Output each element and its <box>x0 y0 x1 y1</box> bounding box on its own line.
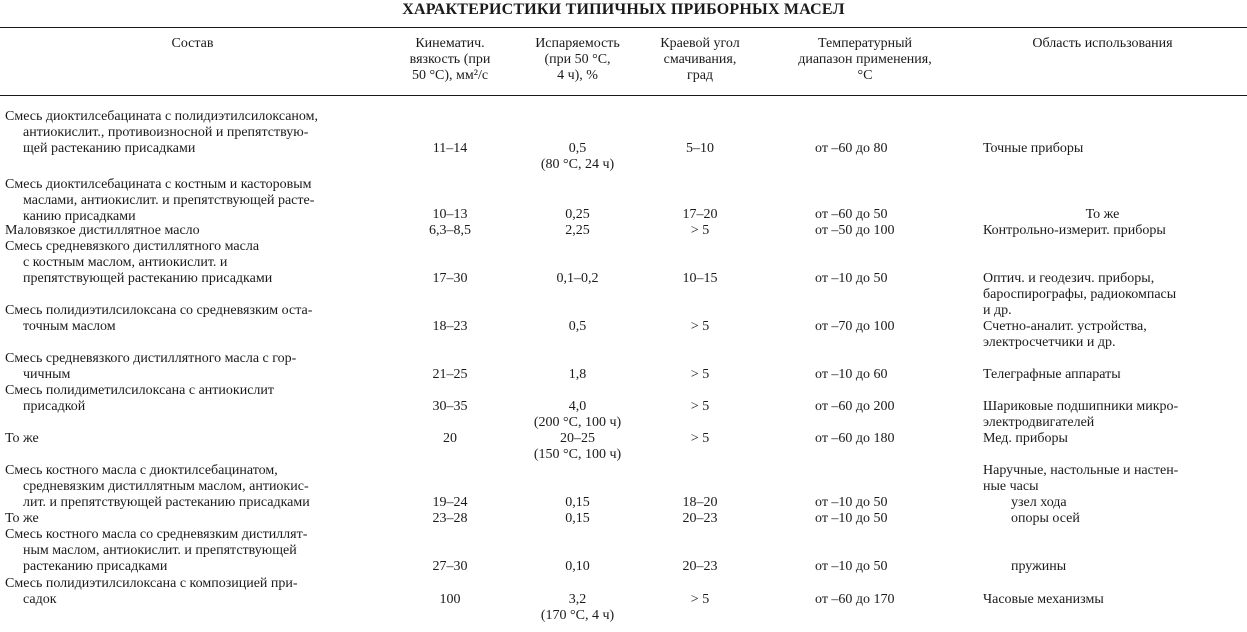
table-row-application-area: пружины <box>1011 559 1067 574</box>
table-row-wetting-angle: 20–23 <box>682 511 718 526</box>
table-row-evaporation: 1,8 <box>568 367 587 382</box>
table-title: ХАРАКТЕРИСТИКИ ТИПИЧНЫХ ПРИБОРНЫХ МАСЕЛ <box>402 1 845 18</box>
table-row-wetting-angle: > 5 <box>690 367 710 382</box>
table-row-evaporation: 0,5 <box>568 319 587 334</box>
table-row-viscosity: 18–23 <box>432 319 468 334</box>
table-row-wetting-angle: > 5 <box>690 399 710 414</box>
table-row-wetting-angle: 20–23 <box>682 559 718 574</box>
table-row-wetting-angle: > 5 <box>690 223 710 238</box>
column-header-temperature-range: Температурный диапазон применения, °С <box>798 36 932 83</box>
table-row-viscosity: 20 <box>443 431 457 446</box>
table-row-temperature-range: от –10 до 60 <box>815 367 888 382</box>
table-row-temperature-range: от –60 до 200 <box>815 399 895 414</box>
table-row-viscosity: 17–30 <box>432 271 468 286</box>
table-row-wetting-angle: 10–15 <box>682 271 718 286</box>
table-row-wetting-angle: 5–10 <box>686 141 714 156</box>
table-row-temperature-range: от –60 до 50 <box>815 207 888 222</box>
table-row-temperature-range: от –10 до 50 <box>815 511 888 526</box>
table-row-application-area: Наручные, настольные и настен- ные часы узел хода <box>983 463 1179 510</box>
table-row-evaporation: 0,15 <box>565 495 590 510</box>
table-row-temperature-range: от –50 до 100 <box>815 223 895 238</box>
table-row-wetting-angle: > 5 <box>690 431 710 446</box>
table-row-viscosity: 6,3–8,5 <box>429 223 471 238</box>
table-row-evaporation: 20–25 (150 °С, 100 ч) <box>533 431 622 462</box>
column-header-wetting-angle: Краевой угол смачивания, град <box>660 36 740 83</box>
table-row-composition: Смесь диоктилсебацината с костным и касторовым маслами, антиокислит. и препятствующей расте- канию присадками <box>5 177 315 224</box>
table-row-temperature-range: от –10 до 50 <box>815 271 888 286</box>
table-row-wetting-angle: > 5 <box>690 319 710 334</box>
table-row-composition: Смесь средневязкого дистиллятного масла с гор- чичным <box>5 351 297 382</box>
column-header-composition: Состав <box>171 36 214 51</box>
table-row-wetting-angle: 18–20 <box>682 495 718 510</box>
table-row-evaporation: 0,15 <box>565 511 590 526</box>
table-row-composition: Маловязкое дистиллятное масло <box>5 223 200 238</box>
table-row-temperature-range: от –60 до 170 <box>815 592 895 607</box>
column-header-viscosity: Кинематич. вязкость (при 50 °С), мм²/с <box>409 36 491 83</box>
table-row-composition: Смесь полидиэтилсилоксана с композицией при- садок <box>5 576 298 607</box>
table-row-temperature-range: от –60 до 80 <box>815 141 888 156</box>
table-row-application-area: То же <box>1085 207 1120 222</box>
table-row-evaporation: 2,25 <box>565 223 590 238</box>
table-row-application-area: Часовые механизмы <box>983 592 1104 607</box>
table-row-application-area: Точные приборы <box>983 141 1084 156</box>
table-row-application-area: Шариковые подшипники микро- электродвигателей <box>983 399 1179 430</box>
table-row-composition: Смесь средневязкого дистиллятного масла с костным маслом, антиокислит. и препятствующей растеканию присадками <box>5 239 273 286</box>
table-row-composition: Смесь диоктилсебацината с полидиэтилсилоксаном, антиокислит., противоизносной и препятствую- щей растеканию присадками <box>5 109 319 156</box>
table-row-temperature-range: от –10 до 50 <box>815 559 888 574</box>
column-header-application-area: Область использования <box>1032 36 1173 51</box>
table-row-composition: Смесь костного масла с диоктилсебацинатом, средневязким дистиллятным маслом, антиокис- лит. и препятствующей растеканию присадками <box>5 463 310 510</box>
table-row-viscosity: 30–35 <box>432 399 468 414</box>
table-row-application-area: Оптич. и геодезич. приборы, бароспирографы, радиокомпасы и др. <box>983 271 1177 318</box>
table-row-wetting-angle: > 5 <box>690 592 710 607</box>
table-row-evaporation: 0,1–0,2 <box>556 271 599 286</box>
table-row-composition: Смесь полидиметилсилоксана с антиокислит присадкой <box>5 383 275 414</box>
table-row-evaporation: 0,25 <box>565 207 590 222</box>
table-row-viscosity: 100 <box>439 592 461 607</box>
table-row-viscosity: 19–24 <box>432 495 468 510</box>
table-row-application-area: опоры осей <box>1011 511 1080 526</box>
table-row-viscosity: 10–13 <box>432 207 468 222</box>
header-bottom-rule <box>0 95 1247 96</box>
table-row-application-area: Контрольно-измерит. приборы <box>983 223 1166 238</box>
table-row-composition: Смесь полидиэтилсилоксана со средневязким оста- точным маслом <box>5 303 313 334</box>
table-row-evaporation: 0,10 <box>565 559 590 574</box>
table-row-composition: То же <box>5 511 39 526</box>
header-top-rule <box>0 27 1247 28</box>
table-row-temperature-range: от –60 до 180 <box>815 431 895 446</box>
table-row-viscosity: 11–14 <box>432 141 468 156</box>
table-row-application-area: Мед. приборы <box>983 431 1068 446</box>
table-row-viscosity: 21–25 <box>432 367 468 382</box>
table-row-viscosity: 23–28 <box>432 511 468 526</box>
table-row-evaporation: 3,2 (170 °С, 4 ч) <box>540 592 615 623</box>
table-row-viscosity: 27–30 <box>432 559 468 574</box>
table-row-evaporation: 4,0 (200 °С, 100 ч) <box>533 399 622 430</box>
table-row-application-area: Телеграфные аппараты <box>983 367 1121 382</box>
table-row-application-area: Счетно-аналит. устройства, электросчетчики и др. <box>983 319 1147 350</box>
table-row-composition: То же <box>5 431 39 446</box>
table-row-wetting-angle: 17–20 <box>682 207 718 222</box>
table-row-temperature-range: от –10 до 50 <box>815 495 888 510</box>
table-row-temperature-range: от –70 до 100 <box>815 319 895 334</box>
column-header-evaporation: Испаряемость (при 50 °С, 4 ч), % <box>535 36 620 83</box>
table-row-composition: Смесь костного масла со средневязким дистиллят- ным маслом, антиокислит. и препятствующей растеканию присадками <box>5 527 308 574</box>
table-row-evaporation: 0,5 (80 °С, 24 ч) <box>540 141 615 172</box>
